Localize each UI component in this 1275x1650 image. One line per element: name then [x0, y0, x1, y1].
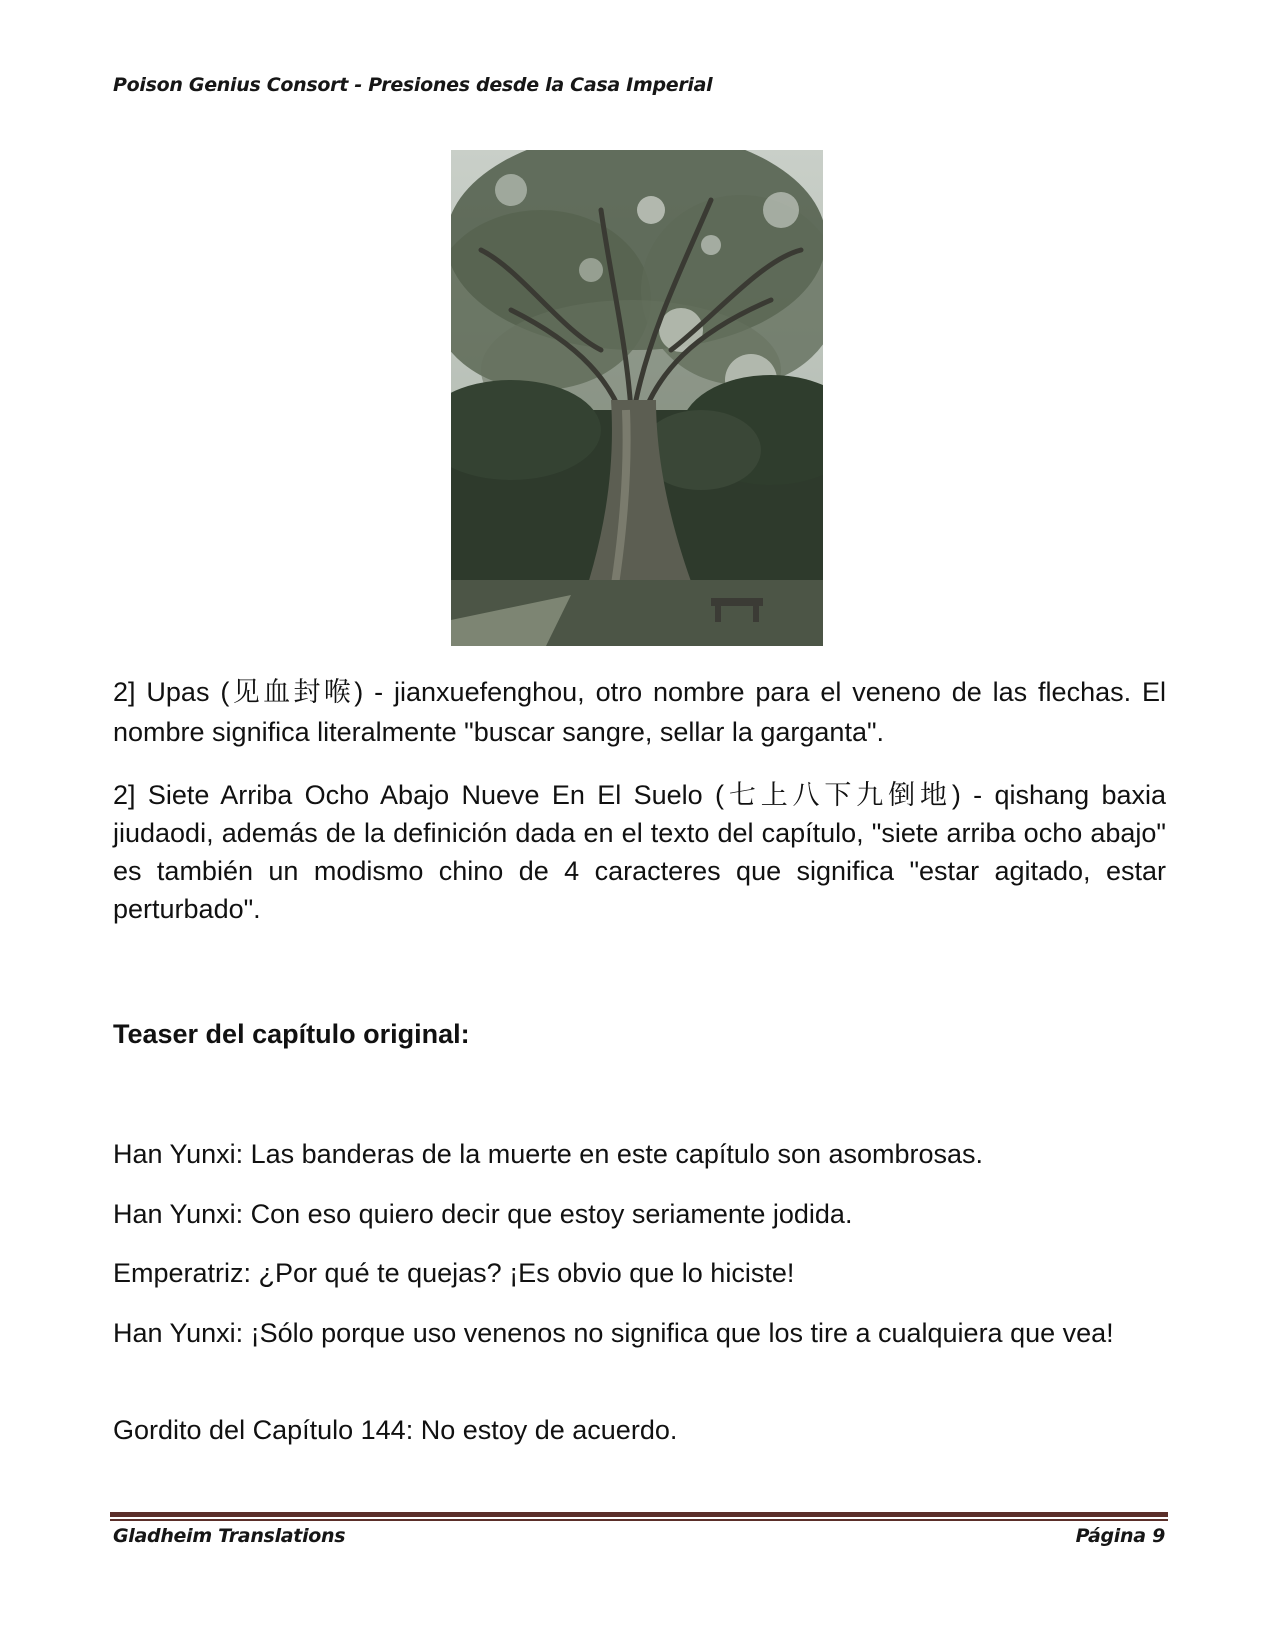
dialog-line: Gordito del Capítulo 144: No estoy de acuerdo.	[113, 1415, 678, 1445]
dialog-line: Emperatriz: ¿Por qué te quejas? ¡Es obvio que lo hiciste!	[113, 1258, 795, 1288]
footer-credit: Gladheim Translations	[113, 1525, 346, 1547]
footnote-upas: 2] Upas (见血封喉) - jianxuefenghou, otro nombre para el veneno de las flechas. El nombre significa literalmente "buscar sangre, sellar la garganta".	[113, 677, 1166, 747]
tree-photo	[451, 150, 823, 646]
dialog-line: Han Yunxi: Las banderas de la muerte en este capítulo son asombrosas.	[113, 1139, 984, 1169]
teaser-heading: Teaser del capítulo original:	[113, 1019, 470, 1049]
footer-divider	[110, 1512, 1168, 1517]
running-header: Poison Genius Consort - Presiones desde la Casa Imperial	[113, 74, 713, 96]
footnote-siete-arriba: 2] Siete Arriba Ocho Abajo Nueve En El Suelo (七上八下九倒地) - qishang baxia jiudaodi, además de la definición dada en el texto del capítulo, "siete arriba ocho abajo" es también un modismo chino de 4 caracteres que significa "estar agitado, estar perturbado".	[113, 780, 1166, 924]
page-number: Página 9	[1075, 1525, 1165, 1547]
dialog-line: Han Yunxi: ¡Sólo porque uso venenos no significa que los tire a cualquiera que vea!	[113, 1318, 1114, 1348]
dialog-line: Han Yunxi: Con eso quiero decir que estoy seriamente jodida.	[113, 1199, 853, 1229]
footer-divider-thin	[110, 1519, 1168, 1521]
